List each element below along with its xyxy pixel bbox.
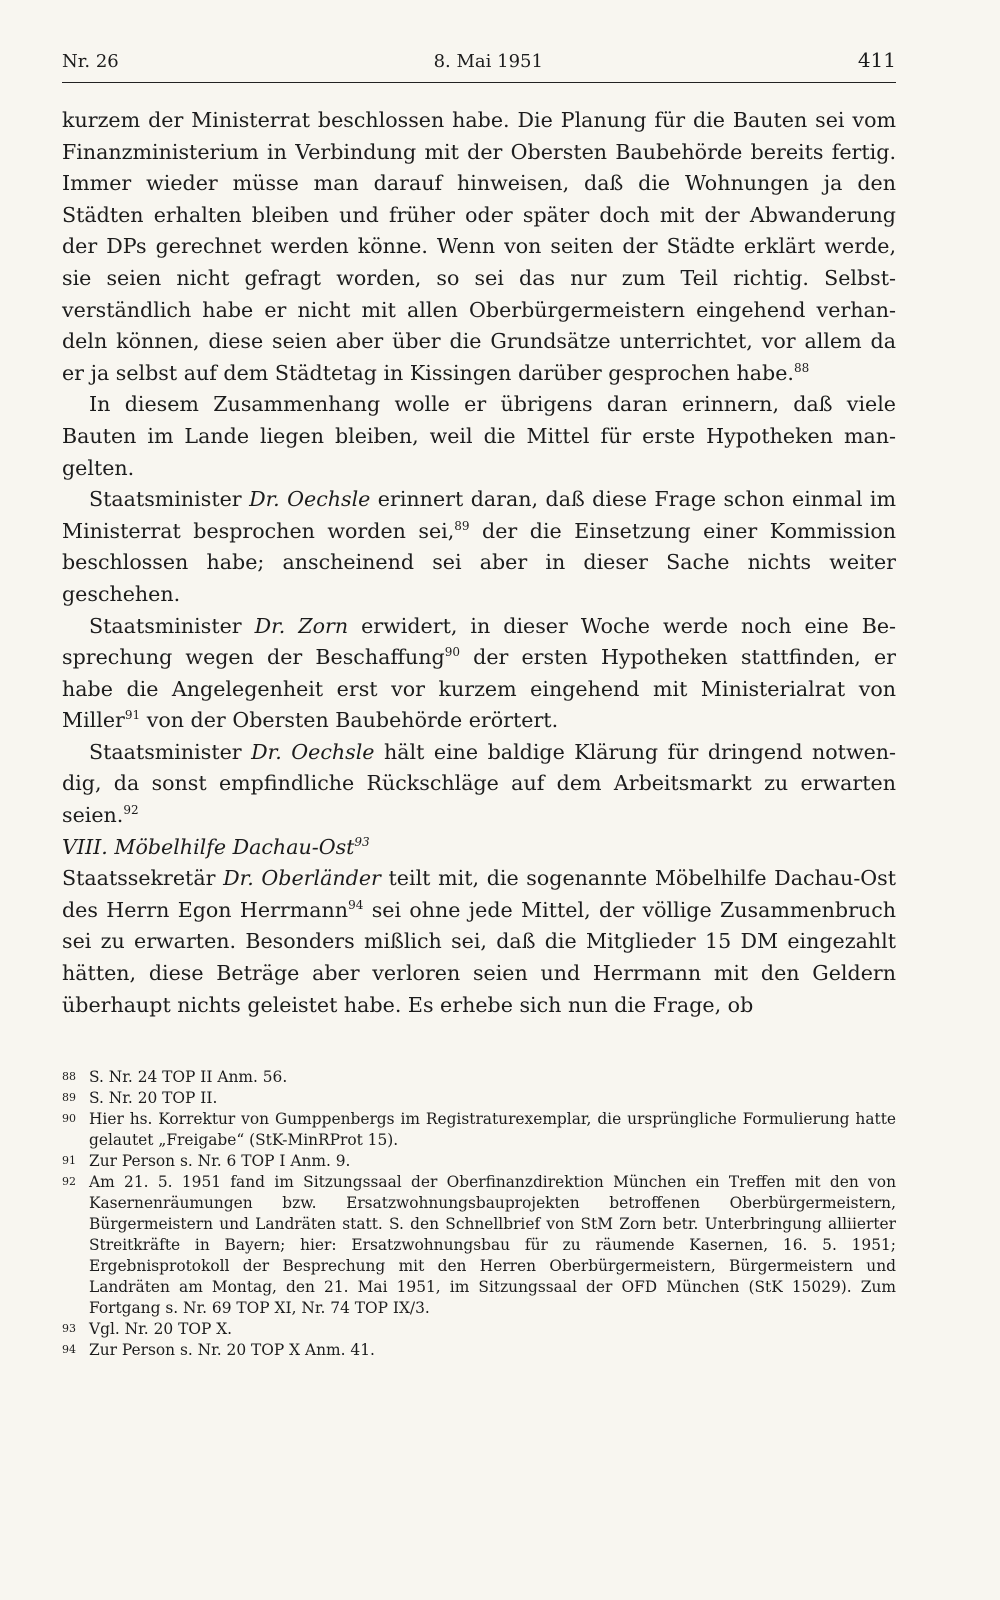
paragraph-text: Staatssekretär [62, 866, 224, 891]
paragraph-text: von der Obersten Baubehörde erörtert. [140, 708, 559, 733]
footnote [62, 1172, 896, 1319]
speaker-name: Dr. Oechsle [249, 487, 371, 512]
footnote-number: 90 [62, 1112, 76, 1126]
section-paragraphs [62, 863, 896, 1021]
footnote-marker: 94 [348, 897, 364, 912]
document-page [62, 48, 896, 1361]
section-title: VIII. Möbelhilfe Dachau-Ost [62, 834, 355, 859]
paragraph-text: sei ohne jede Mittel, der völlige Zusammenbruch sei zu erwarten. Besonders mißlich sei, daß die Mitglieder 15 DM eingezahlt hätten, diese Beträge aber verloren seien und Herrmann mit den Geldern überhaupt nichts geleistet habe. Es erhebe sich nun die Frage, ob [62, 897, 896, 1017]
paragraph [62, 611, 896, 737]
paragraph-text: Staatsminister [89, 613, 255, 638]
footnote [62, 1109, 896, 1151]
footnote [62, 1340, 896, 1361]
footnote-number: 91 [62, 1154, 76, 1168]
paragraph-text: erinnert daran, daß diese Frage schon einmal im Ministerrat besprochen worden sei, [62, 487, 896, 543]
paragraph-text: Staatsminister [89, 739, 252, 764]
footnote-marker: 90 [444, 645, 460, 660]
footnote-text: Zur Person s. Nr. 6 TOP I Anm. 9. [89, 1152, 351, 1171]
footnote-marker: 91 [124, 708, 141, 723]
document-date: 8. Mai 1951 [433, 51, 543, 72]
body-text [62, 105, 896, 1021]
footnote-number: 93 [62, 1322, 76, 1336]
speaker-name: Dr. Oberländer [223, 866, 381, 891]
paragraph-text: erwidert, in dieser Woche werde noch eine Besprechung wegen der Beschaffung [62, 613, 897, 670]
footnote-number: 89 [62, 1091, 76, 1105]
footnote-text: Zur Person s. Nr. 20 TOP X Anm. 41. [89, 1341, 375, 1360]
footnote-marker: 89 [454, 518, 470, 533]
footnote [62, 1067, 896, 1088]
paragraph-text: kurzem der Ministerrat beschlossen habe. Die Planung für die Bauten sei vom Finanzministerium in Verbindung mit der Obersten Baubehörde bereits fertig. Immer wieder müsse man darauf hinweisen, daß die Wohnungen ja den Städten erhalten bleiben und früher oder später doch mit der Abwanderung der DPs gerechnet werden könne. Wenn von seiten der Städte erklärt werde, sie seien nicht gefragt worden, so sei das nur zum Teil richtig. Selbstverständlich habe er nicht mit allen Oberbürgermeistern eingehend verhandeln können, diese seien aber über die Grundsätze unterrichtet, vor allem da er ja selbst auf dem Städtetag in Kissingen darüber gesprochen habe. [62, 108, 896, 385]
footnote-number: 88 [62, 1070, 76, 1084]
footnote-marker: 92 [123, 803, 139, 818]
paragraph [62, 737, 896, 832]
footnote-text: Am 21. 5. 1951 fand im Sitzungssaal der Oberfinanzdirektion München ein Treffen mit den von Kasernenräumungen bzw. Ersatzwohnungsbauprojekten betroffenen Oberbürgermeistern, Bürgermeistern und Landräten statt. S. den Schnellbrief von StM Zorn betr. Unterbringung alliierter Streitkräfte in Bayern; hier: Ersatzwohnungsbau für zu räumende Kasernen, 16. 5. 1951; Ergebnisprotokoll der Besprechung mit den Herren Oberbürgermeistern, Bürgermeistern und Landräten am Montag, den 21. Mai 1951, im Sitzungssaal der OFD München (StK 15029). Zum Fortgang s. Nr. 69 TOP XI, Nr. 74 TOP IX/3. [89, 1173, 896, 1318]
paragraph-text: In diesem Zusammenhang wolle er übrigens daran erinnern, daß viele Bauten im Lande liegen bleiben, weil die Mittel für erste Hypotheken mangelten. [62, 392, 896, 480]
paragraph [62, 105, 896, 389]
paragraph [62, 863, 896, 1021]
paragraph-text: hält eine baldige Klärung für dringend notwendig, da sonst empfindliche Rückschläge auf dem Arbeitsmarkt zu erwarten seien. [62, 739, 896, 828]
document-number: Nr. 26 [62, 51, 119, 72]
footnotes [62, 1067, 896, 1361]
footnote [62, 1319, 896, 1340]
paragraph-text: Staatsminister [89, 487, 250, 512]
paragraphs [62, 105, 896, 832]
paragraph-text: teilt mit, die sogenannte Möbelhilfe Dachau-Ost des Herrn Egon Herrmann [62, 866, 896, 922]
speaker-name: Dr. Oechsle [251, 739, 375, 764]
paragraph [62, 389, 896, 484]
page-number: 411 [857, 48, 896, 72]
footnote [62, 1088, 896, 1109]
footnote-text: S. Nr. 20 TOP II. [89, 1089, 218, 1108]
paragraph-text: der ersten Hypotheken stattfinden, er habe die Angelegenheit erst vor kurzem eingehend mit Ministerialrat von Miller [62, 645, 896, 733]
footnote-number: 92 [62, 1175, 76, 1189]
footnote [62, 1151, 896, 1172]
page-header [62, 48, 896, 83]
section-heading [62, 832, 896, 864]
footnote-marker: 93 [354, 834, 370, 849]
footnote-marker: 88 [793, 360, 810, 375]
speaker-name: Dr. Zorn [254, 613, 349, 638]
paragraph-text: der die Einsetzung einer Kommission beschlossen habe; anscheinend sei aber in dieser Sache nichts weiter geschehen. [62, 518, 896, 606]
footnote-text: Vgl. Nr. 20 TOP X. [89, 1320, 233, 1339]
footnote-text: S. Nr. 24 TOP II Anm. 56. [89, 1068, 288, 1087]
paragraph [62, 484, 896, 610]
footnote-text: Hier hs. Korrektur von Gumppenbergs im Registraturexemplar, die ursprüngliche Formulierung hatte gelautet „Freigabe“ (StK-MinRProt 15). [89, 1110, 896, 1150]
footnote-number: 94 [62, 1343, 76, 1357]
